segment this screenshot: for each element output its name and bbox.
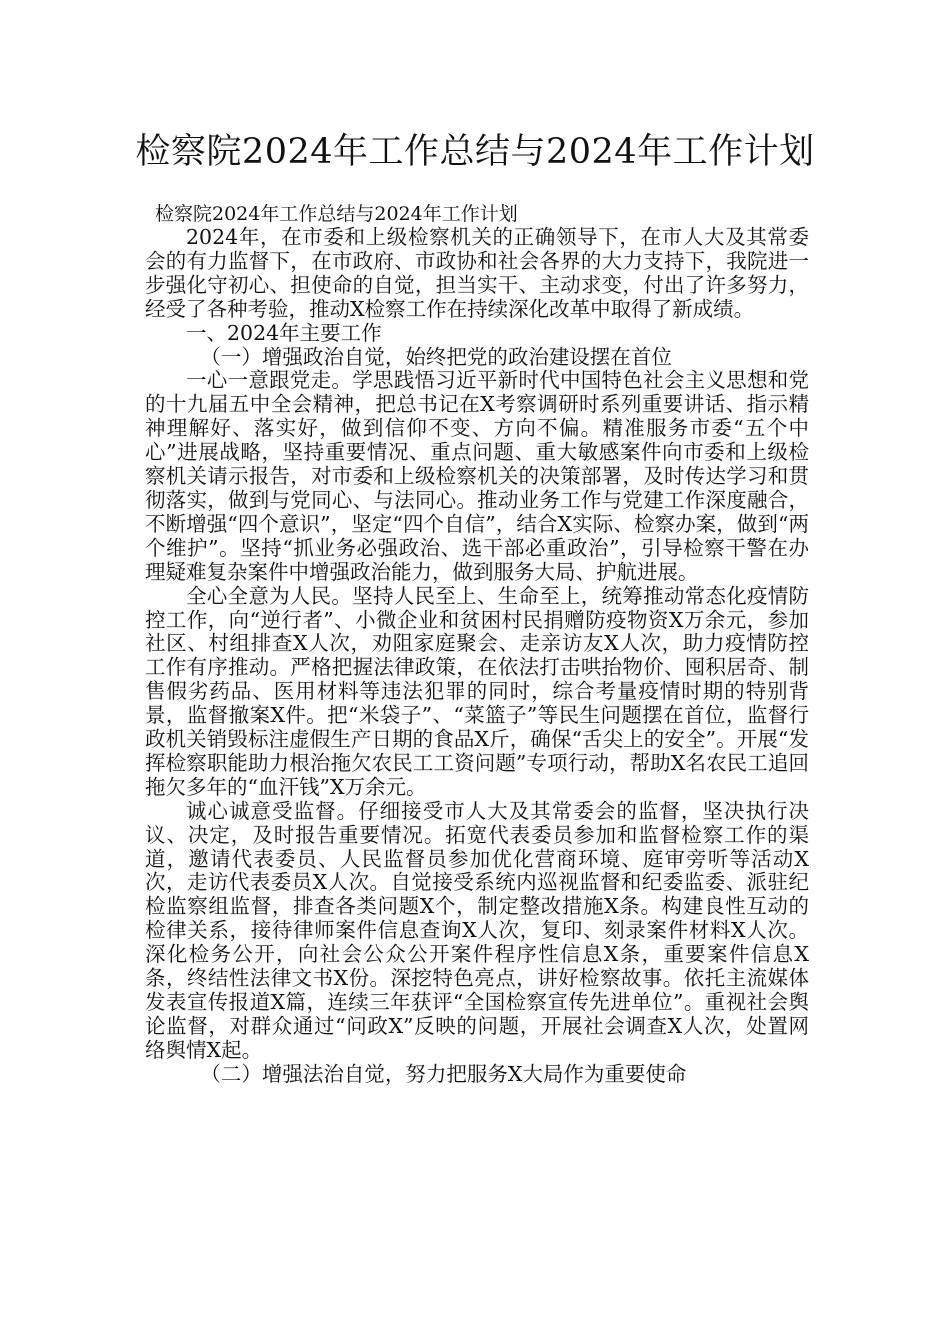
document-title: 检察院2024年工作总结与2024年工作计划 [135, 132, 815, 172]
body-paragraph: 诚心诚意受监督。仔细接受市人大及其常委会的监督，坚决执行决议、决定，及时报告重要情况。拓宽代表委员参加和监督检察工作的渠道，邀请代表委员、人民监督员参加优化营商环境、庭审旁听等活动X次，走访代表委员X人次。自觉接受系统内巡视监督和纪委监委、派驻纪检监察组监督，排查各类问题X个，制定整改措施X条。构建良性互动的检律关系，接待律师案件信息查询X人次，复印、刻录案件材料X人次。深化检务公开，向社会公众公开案件程序性信息X条，重要案件信息X条，终结性法律文书X份。深挖特色亮点，讲好检察故事。依托主流媒体发表宣传报道X篇，连续三年获评“全国检察宣传先进单位”。重视社会舆论监督，对群众通过“问政X”反映的问题，开展社会调查X人次，处置网络舆情X起。 [145, 798, 809, 1062]
body-paragraph: 一心一意跟党走。学思践悟习近平新时代中国特色社会主义思想和党的十九届五中全会精神，把总书记在X考察调研时系列重要讲话、指示精神理解好、落实好，做到信仰不变、方向不偏。精准服务市委“五个中心”进展战略，坚持重要情况、重点问题、重大敏感案件向市委和上级检察机关请示报告，对市委和上级检察机关的决策部署，及时传达学习和贯彻落实，做到与党同心、与法同心。推动业务工作与党建工作深度融合，不断增强“四个意识”，坚定“四个自信”，结合X实际、检察办案，做到“两个维护”。坚持“抓业务必强政治、选干部必重政治”，引导检察干警在办理疑难复杂案件中增强政治能力，做到服务大局、护航进展。 [145, 368, 809, 584]
subsection-heading: （一）增强政治自觉，始终把党的政治建设摆在首位 [200, 344, 672, 369]
body-paragraph: 全心全意为人民。坚持人民至上、生命至上，统筹推动常态化疫情防控工作，向“逆行者”、小微企业和贫困村民捐赠防疫物资X万余元，参加社区、村组排查X人次，劝阻家庭聚会、走亲访友X人次，助力疫情防控工作有序推动。严格把握法律政策，在依法打击哄抬物价、囤积居奇、制售假劣药品、医用材料等违法犯罪的同时，综合考量疫情时期的特别背景，监督撤案X件。把“米袋子”、“菜篮子”等民生问题摆在首位，监督行政机关销毁标注虚假生产日期的食品X斤，确保“舌尖上的安全”。开展“发挥检察职能助力根治拖欠农民工工资问题”专项行动，帮助X名农民工追回拖欠多年的“血汗钱”X万余元。 [145, 583, 809, 799]
intro-paragraph: 2024年，在市委和上级检察机关的正确领导下，在市人大及其常委会的有力监督下，在市政府、市政协和社会各界的大力支持下，我院进一步强化守初心、担使命的自觉，担当实干、主动求变，付出了许多努力，经受了各种考验，推动X检察工作在持续深化改革中取得了新成绩。 [145, 225, 809, 321]
document-subtitle: 检察院2024年工作总结与2024年工作计划 [155, 203, 518, 225]
section-heading: 一、2024年主要工作 [186, 320, 382, 345]
document-body [145, 226, 809, 1087]
subsection-heading: （二）增强法治自觉，努力把服务X大局作为重要使命 [200, 1061, 687, 1086]
